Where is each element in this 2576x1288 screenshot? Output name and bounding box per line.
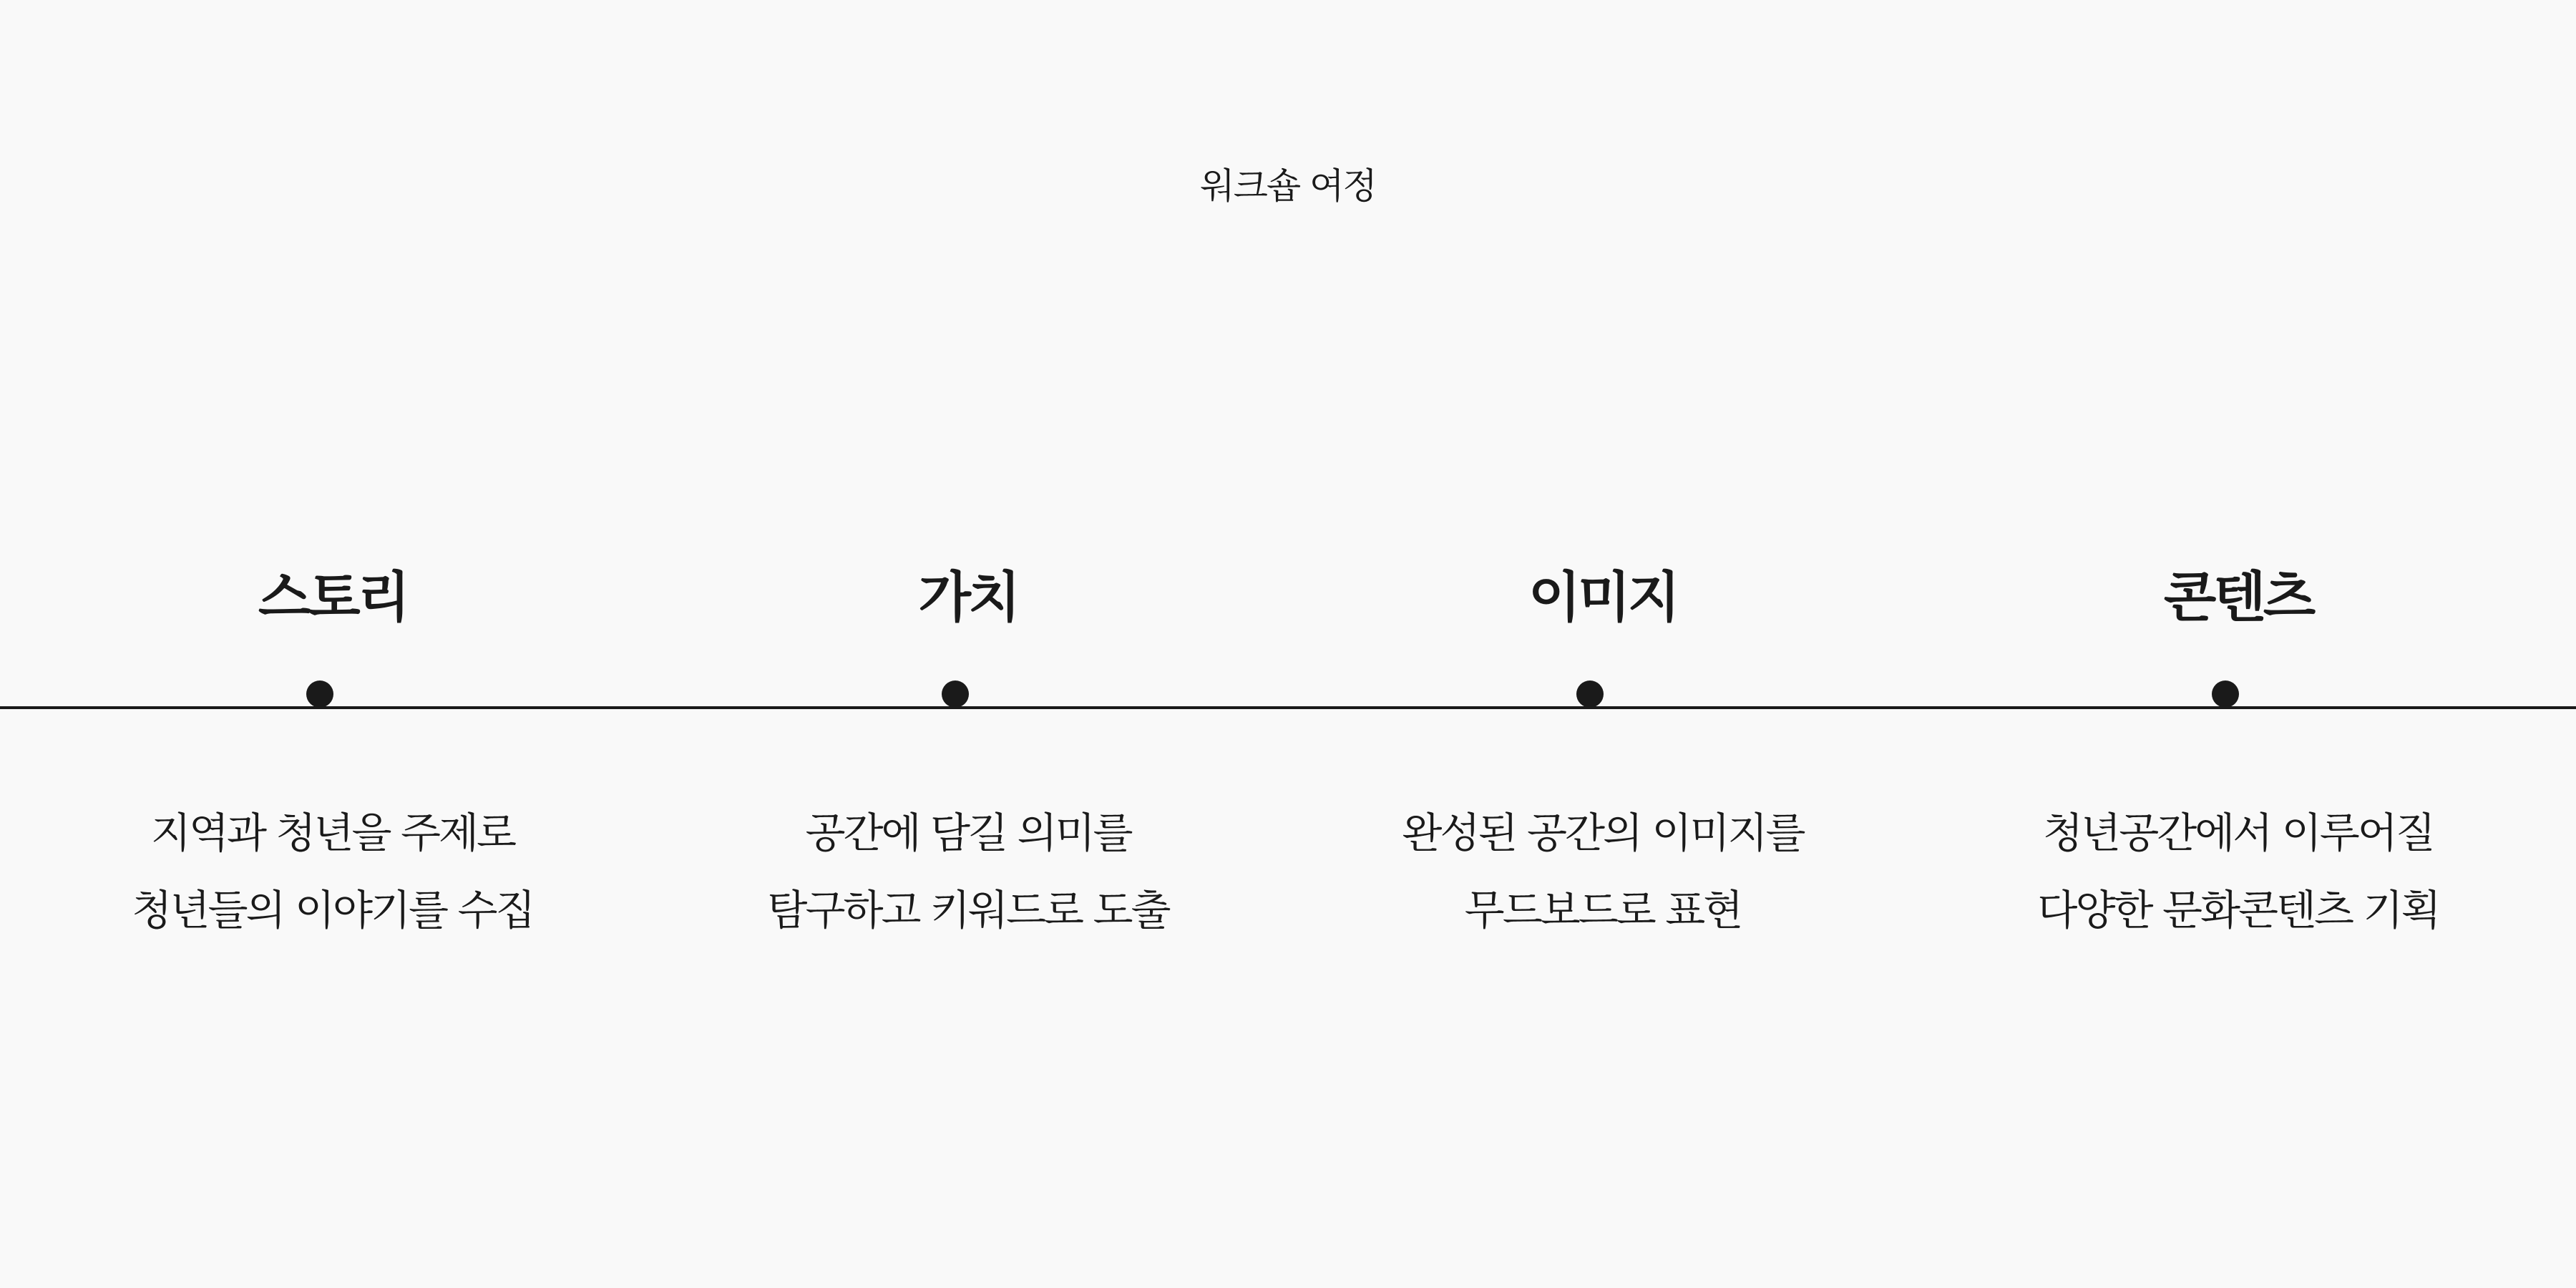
- stage-description-line: 지역과 청년을 주제로: [150, 809, 515, 857]
- stage-description: [1281, 794, 1925, 949]
- stage-description: [646, 794, 1290, 949]
- stage-title: 콘텐츠: [2163, 565, 2313, 629]
- stage-description-line: 공간에 담길 의미를: [805, 809, 1131, 857]
- stage-title: 이미지: [1528, 565, 1678, 629]
- stage-description-line: 무드보드로 표현: [1464, 886, 1742, 935]
- stage-story: [11, 0, 655, 1288]
- timeline-node: [942, 680, 969, 708]
- stage-description-line: 청년공간에서 이루어질: [2043, 809, 2434, 857]
- stage-description-line: 완성된 공간의 이미지를: [1402, 809, 1804, 857]
- timeline-node: [1576, 680, 1604, 708]
- stage-content: [1916, 0, 2560, 1288]
- stage-description-line: 탐구하고 키워드로 도출: [767, 886, 1169, 935]
- timeline-node: [2212, 680, 2239, 708]
- stage-description-line: 청년들의 이야기를 수집: [132, 886, 534, 935]
- stage-image: [1281, 0, 1925, 1288]
- stage-title: 가치: [918, 565, 1018, 629]
- page-title: 워크숍 여정: [1200, 165, 1376, 207]
- stage-description-line: 다양한 문화콘텐츠 기획: [2037, 886, 2439, 935]
- stage-title: 스토리: [258, 565, 408, 629]
- timeline-node: [306, 680, 333, 708]
- stage-description: [11, 794, 655, 949]
- stage-value: [646, 0, 1290, 1288]
- stage-description: [1916, 794, 2560, 949]
